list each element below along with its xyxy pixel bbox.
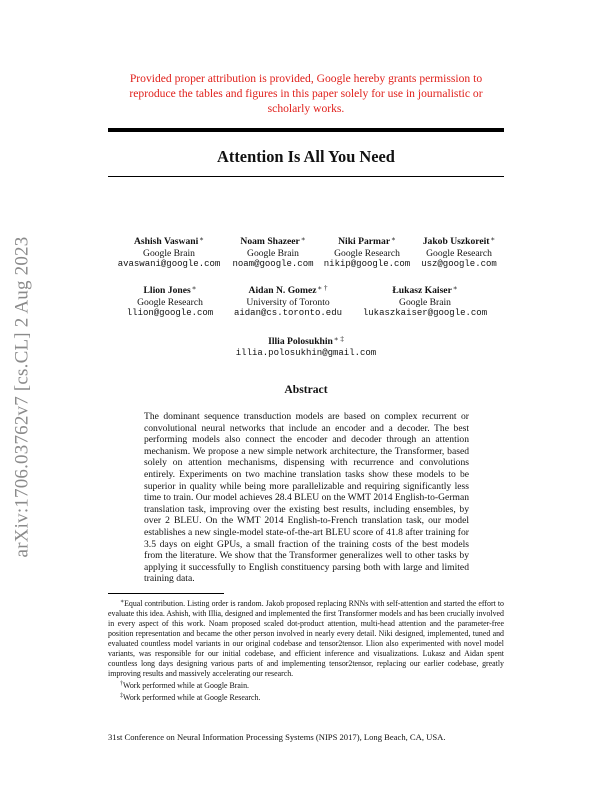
author-affiliation: Google Research [426,247,492,259]
author-affiliation: University of Toronto [246,296,330,308]
author-email: usz@google.com [421,259,497,269]
author-block [228,283,348,320]
author-block [413,234,505,271]
author-name: Noam Shazeer∗ [240,235,306,247]
author-email: illia.polosukhin@gmail.com [235,347,377,358]
title-top-rule [108,128,504,132]
abstract-text: The dominant sequence transduction models are based on complex recurrent or convolutional neural networks that include an encoder and a decoder. The best performing models also connect the encoder and decoder through an attention mechanism. We propose a new simple network architecture, the Transformer, based solely on attention mechanisms, dispensing with recurrence and convolutions entirely. Experiments on two machine translation tasks show these models to be superior in quality while being more parallelizable and requiring significantly less time to train. Our model achieves 28.4 BLEU on the WMT 2014 English-to-German translation task, improving over the existing best results, including ensembles, by over 2 BLEU. On the WMT 2014 English-to-French translation task, our model establishes a new single-model state-of-the-art BLEU score of 41.8 after training for 3.5 days on eight GPUs, a small fraction of the training costs of the best models from the literature. We show that the Transformer generalizes well to other tasks by applying it successfully to English constituency parsing both with large and limited training data. [144,411,469,585]
author-block [112,283,228,320]
footnote-google-research: ‡Work performed while at Google Research. [120,693,261,702]
author-block [113,234,225,271]
conference-note: 31st Conference on Neural Information Processing Systems (NIPS 2017), Long Beach, CA, USA. [108,732,446,742]
author-name: Ashish Vaswani∗ [133,235,205,247]
footnote-rule [108,593,224,594]
author-email: avaswani@google.com [117,259,221,269]
title-bottom-rule [108,176,504,177]
footnote-google-brain: †Work performed while at Google Brain. [120,681,250,690]
permission-notice: Provided proper attribution is provided, Google hereby grants permission to reproduce the tables and figures in this paper solely for use in journalistic or scholarly works. [129,72,483,115]
author-block [356,283,494,320]
author-name: Llion Jones∗ [143,284,197,296]
abstract-heading: Abstract [284,383,328,396]
author-block [225,234,321,271]
author-affiliation: Google Brain [247,247,299,259]
arxiv-identifier-text: arXiv:1706.03762v7 [cs.CL] 2 Aug 2023 [11,236,32,558]
author-email: aidan@cs.toronto.edu [233,308,343,318]
author-affiliation: Google Brain [143,247,195,259]
author-name: Łukasz Kaiser∗ [392,284,458,296]
footnote-contribution: ∗Equal contribution. Listing order is random. Jakob proposed replacing RNNs with self-attention and started the effort to evaluate this idea. Ashish, with Illia, designed and implemented the first Transformer models and has been crucially involved in every aspect of this work. Noam proposed scaled dot-product attention, multi-head attention and the parameter-free position representation and became the other person involved in nearly every detail. Niki designed, implemented, tuned and evaluated countless model variants in our original codebase and tensor2tensor. Llion also experimented with novel model variants, was responsible for our initial codebase, and efficient inference and visualizations. Lukasz and Aidan spent countless long days designing various parts of and implementing tensor2tensor, replacing our earlier codebase, greatly improving results and massively accelerating our research. [108,599,504,678]
author-block [228,334,384,359]
author-name: Illia Polosukhin∗ ‡ [268,335,344,347]
author-email: llion@google.com [126,308,214,318]
author-name: Jakob Uszkoreit∗ [422,235,496,247]
arxiv-identifier-stamp [8,212,36,582]
author-email: nikip@google.com [323,259,411,269]
author-affiliation: Google Research [334,247,400,259]
paper-title: Attention Is All You Need [217,147,395,166]
author-name: Aidan N. Gomez∗ † [248,284,328,296]
footnotes [108,597,504,703]
author-email: noam@google.com [232,259,314,269]
author-affiliation: Google Research [137,296,203,308]
author-block [319,234,415,271]
author-affiliation: Google Brain [399,296,451,308]
author-name: Niki Parmar∗ [338,235,396,247]
author-email: lukaszkaiser@google.com [362,308,488,318]
